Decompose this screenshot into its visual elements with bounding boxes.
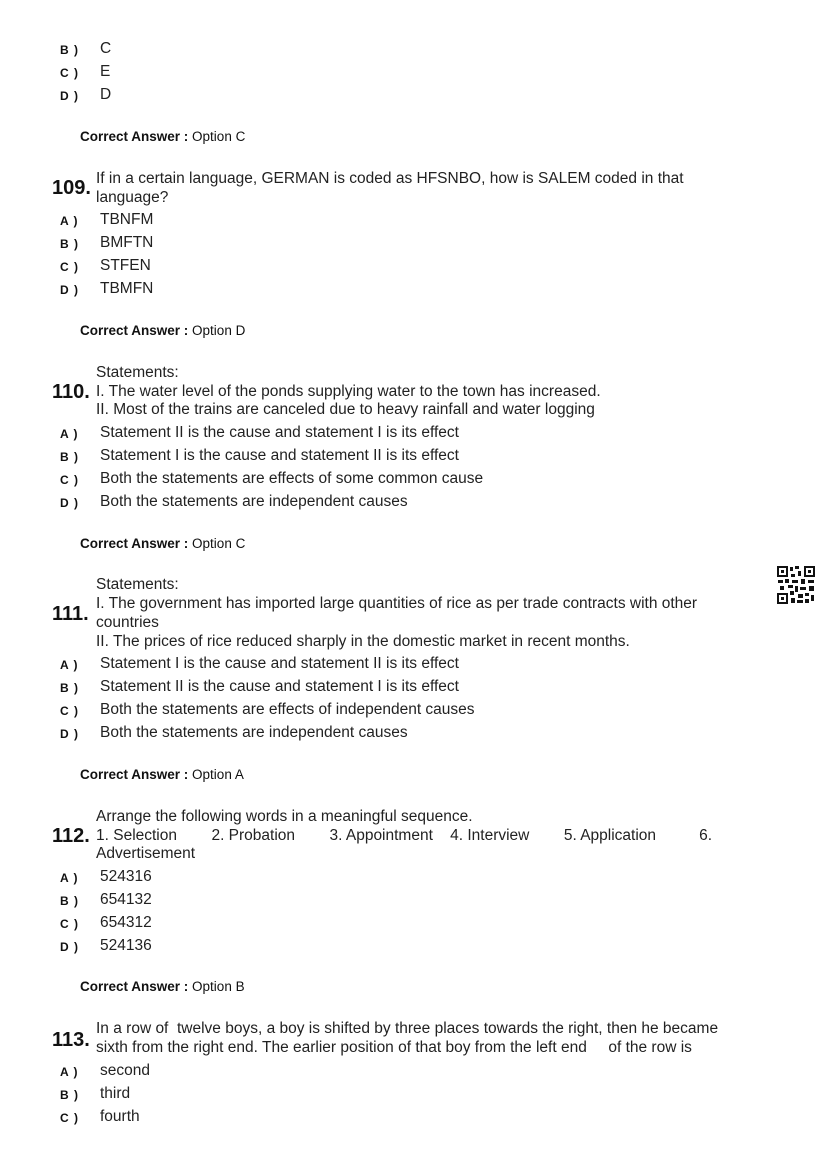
question-text-line: Statements:	[96, 576, 179, 593]
correct-answer-value: Option C	[192, 536, 246, 551]
correct-answer	[80, 536, 245, 551]
question-number: 112.	[52, 825, 90, 847]
option-text: Both the statements are independent causes	[100, 493, 408, 510]
option-text: TBMFN	[100, 280, 154, 297]
correct-answer-label: Correct Answer :	[80, 323, 189, 338]
option-text: Both the statements are effects of some common cause	[100, 470, 484, 487]
option-label: D )	[60, 283, 79, 297]
option-text: D	[100, 86, 112, 103]
option-text: Statement I is the cause and statement II is its effect	[100, 447, 459, 464]
option-label: B )	[60, 681, 79, 695]
option-text: third	[100, 1085, 131, 1102]
option-text: Statement I is the cause and statement II is its effect	[100, 655, 459, 672]
correct-answer	[80, 323, 245, 338]
option-label: A )	[60, 871, 79, 885]
option-text: STFEN	[100, 257, 151, 274]
correct-answer-label: Correct Answer :	[80, 129, 189, 144]
option-text: E	[100, 63, 111, 80]
question-text-line: I. The government has imported large quantities of rice as per trade contracts with other	[96, 595, 698, 612]
option-label: D )	[60, 496, 79, 510]
option-label: A )	[60, 214, 79, 228]
correct-answer	[80, 767, 244, 782]
option-text: TBNFM	[100, 211, 154, 228]
option-label: D )	[60, 940, 79, 954]
option-text: 524136	[100, 937, 152, 954]
option-text: Both the statements are independent causes	[100, 724, 408, 741]
question-text-line: If in a certain language, GERMAN is coded as HFSNBO, how is SALEM coded in that	[96, 170, 684, 187]
question-number: 110.	[52, 381, 90, 403]
correct-answer-value: Option A	[192, 767, 244, 782]
option-text: 524316	[100, 868, 152, 885]
option-label: B )	[60, 1088, 79, 1102]
option-label: B )	[60, 894, 79, 908]
option-label: C )	[60, 704, 79, 718]
option-label: A )	[60, 1065, 79, 1079]
correct-answer-label: Correct Answer :	[80, 536, 189, 551]
question-text-line: Statements:	[96, 364, 179, 381]
option-text: 654132	[100, 891, 152, 908]
option-text: Statement II is the cause and statement I is its effect	[100, 678, 459, 695]
option-label: B )	[60, 450, 79, 464]
question-number: 113.	[52, 1029, 90, 1051]
correct-answer-value: Option D	[192, 323, 246, 338]
question-text-line: II. The prices of rice reduced sharply in the domestic market in recent months.	[96, 633, 630, 650]
option-text: Both the statements are effects of independent causes	[100, 701, 475, 718]
option-label: B )	[60, 237, 79, 251]
question-text-line: II. Most of the trains are canceled due to heavy rainfall and water logging	[96, 401, 595, 418]
option-text: fourth	[100, 1108, 140, 1125]
correct-answer-label: Correct Answer :	[80, 767, 189, 782]
correct-answer	[80, 979, 245, 994]
option-label: C )	[60, 1111, 79, 1125]
question-number: 111.	[52, 603, 89, 625]
option-text: BMFTN	[100, 234, 154, 251]
question-text-line: I. The water level of the ponds supplying water to the town has increased.	[96, 383, 601, 400]
option-label: A )	[60, 658, 79, 672]
option-label: B )	[60, 43, 79, 57]
correct-answer-value: Option C	[192, 129, 246, 144]
question-text-line: In a row of twelve boys, a boy is shifted by three places towards the right, then he became	[96, 1020, 719, 1037]
option-label: C )	[60, 473, 79, 487]
option-text: Statement II is the cause and statement I is its effect	[100, 424, 459, 441]
option-label: C )	[60, 917, 79, 931]
qr-code-icon	[776, 565, 816, 605]
question-number: 109.	[52, 177, 91, 199]
question-text-line: Arrange the following words in a meaningful sequence.	[96, 808, 473, 825]
option-text: second	[100, 1062, 150, 1079]
option-text: 654312	[100, 914, 152, 931]
option-label: D )	[60, 727, 79, 741]
option-text: C	[100, 40, 112, 57]
question-text-line: 1. Selection 2. Probation 3. Appointment 4. Interview 5. Application 6.	[96, 827, 713, 844]
correct-answer-value: Option B	[192, 979, 245, 994]
question-text-line: Advertisement	[96, 845, 196, 862]
correct-answer-label: Correct Answer :	[80, 979, 189, 994]
question-text-line: countries	[96, 614, 159, 631]
option-label: D )	[60, 89, 79, 103]
correct-answer	[80, 129, 245, 144]
option-label: C )	[60, 66, 79, 80]
question-text-line: language?	[96, 189, 169, 206]
option-label: C )	[60, 260, 79, 274]
option-label: A )	[60, 427, 79, 441]
question-text-line: sixth from the right end. The earlier position of that boy from the left end of the row is	[96, 1039, 692, 1056]
